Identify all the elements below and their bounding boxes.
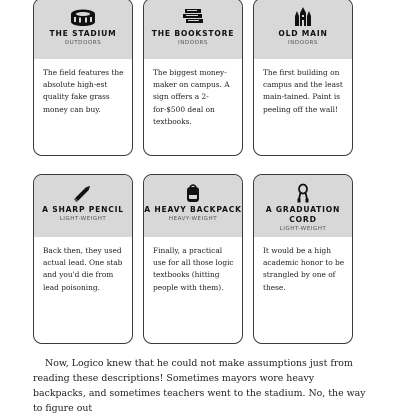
card-title: THE BOOKSTORE [151, 29, 235, 38]
card-description: The biggest money-maker on campus. A sign offers a 2-for-$500 deal on textbooks. [153, 68, 230, 126]
card-bookstore [143, 0, 243, 156]
card-description: The first building on campus and the least main-tained. Paint is peeling off the wall! [263, 68, 343, 114]
card-description: The field features the absolute high-est quality fake grass money can buy. [43, 68, 124, 114]
books-icon [178, 7, 208, 27]
card-title: A SHARP PENCIL [42, 205, 124, 214]
card-header [34, 175, 132, 237]
card-subtitle: OUTDOORS [64, 40, 102, 46]
card-title: THE STADIUM [49, 29, 117, 38]
weapons-row [33, 174, 354, 344]
card-title: A GRADUATION CORD [265, 205, 341, 224]
card-subtitle: HEAVY-WEIGHT [168, 216, 218, 222]
body-text [33, 356, 368, 416]
graduation-cord-icon [288, 183, 318, 203]
card-subtitle: LIGHT-WEIGHT [279, 226, 327, 232]
castle-icon [288, 7, 318, 27]
card-header [254, 0, 352, 59]
card-heavy-backpack [143, 174, 243, 344]
paragraph: Now, Logico knew that he could not make assumptions just from reading these descriptions! Sometimes mayors wore heavy backpacks, and sometimes teachers went to the stadium. No, the way to figure out [33, 358, 366, 414]
pencil-icon [68, 183, 98, 203]
backpack-icon [178, 183, 208, 203]
card-description: Back then, they used actual lead. One stab and you'd die from lead poisoning. [43, 246, 123, 292]
card-subtitle: INDOORS [178, 40, 208, 46]
card-graduation-cord [253, 174, 353, 344]
card-header [34, 0, 132, 59]
card-header [254, 175, 352, 237]
card-description: It would be a high academic honor to be strangled by one of these. [263, 246, 345, 292]
card-sharp-pencil [33, 174, 133, 344]
card-title: OLD MAIN [278, 29, 328, 38]
stadium-icon [68, 7, 98, 27]
locations-row [33, 0, 354, 156]
card-old-main [253, 0, 353, 156]
card-subtitle: LIGHT-WEIGHT [59, 216, 107, 222]
card-description: Finally, a practical use for all those logic textbooks (hitting people with them). [153, 246, 234, 292]
card-stadium [33, 0, 133, 156]
card-subtitle: INDOORS [288, 40, 318, 46]
card-header [144, 175, 242, 237]
card-title: A HEAVY BACKPACK [144, 205, 242, 214]
card-header [144, 0, 242, 59]
